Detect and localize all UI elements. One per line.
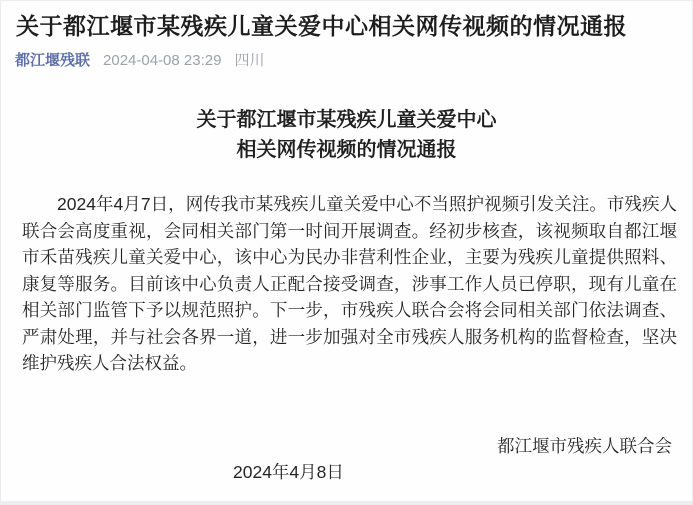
- post-title: 关于都江堰市某残疾儿童关爱中心相关网传视频的情况通报: [16, 13, 627, 39]
- post-timestamp: 2024-04-08 23:29: [103, 52, 222, 69]
- notice-article: [1, 105, 692, 486]
- post-meta: [15, 52, 677, 70]
- author-link[interactable]: 都江堰残联: [15, 52, 91, 69]
- notice-body: 2024年4月7日，网传我市某残疾儿童关爱中心不当照护视频引发关注。市残疾人联合会高度重视，会同相关部门第一时间开展调查。经初步核查，该视频取自都江堰市禾苗残疾儿童关爱中心，该中心为民办非营利性企业，主要为残疾儿童提供照料、康复等服务。目前该中心负责人正配合接受调查，涉事工作人员已停职，现有儿童在相关部门监管下予以规范照护。下一步，市残疾人联合会将会同相关部门依法调查、严肃处理，并与社会各界一道，进一步加强对全市残疾人服务机构的监督检查，坚决维护残疾人合法权益。: [22, 194, 677, 373]
- notice-heading-line2: 相关网传视频的情况通报: [236, 139, 457, 161]
- post-location: 四川: [234, 52, 265, 69]
- notice-heading-line1: 关于都江堰市某残疾儿童关爱中心: [196, 109, 497, 131]
- notice-signature: 都江堰市残疾人联合会: [497, 435, 672, 456]
- bottom-divider: [1, 501, 692, 504]
- notice-heading: [1, 105, 692, 165]
- notice-date: 2024年4月8日: [233, 462, 344, 482]
